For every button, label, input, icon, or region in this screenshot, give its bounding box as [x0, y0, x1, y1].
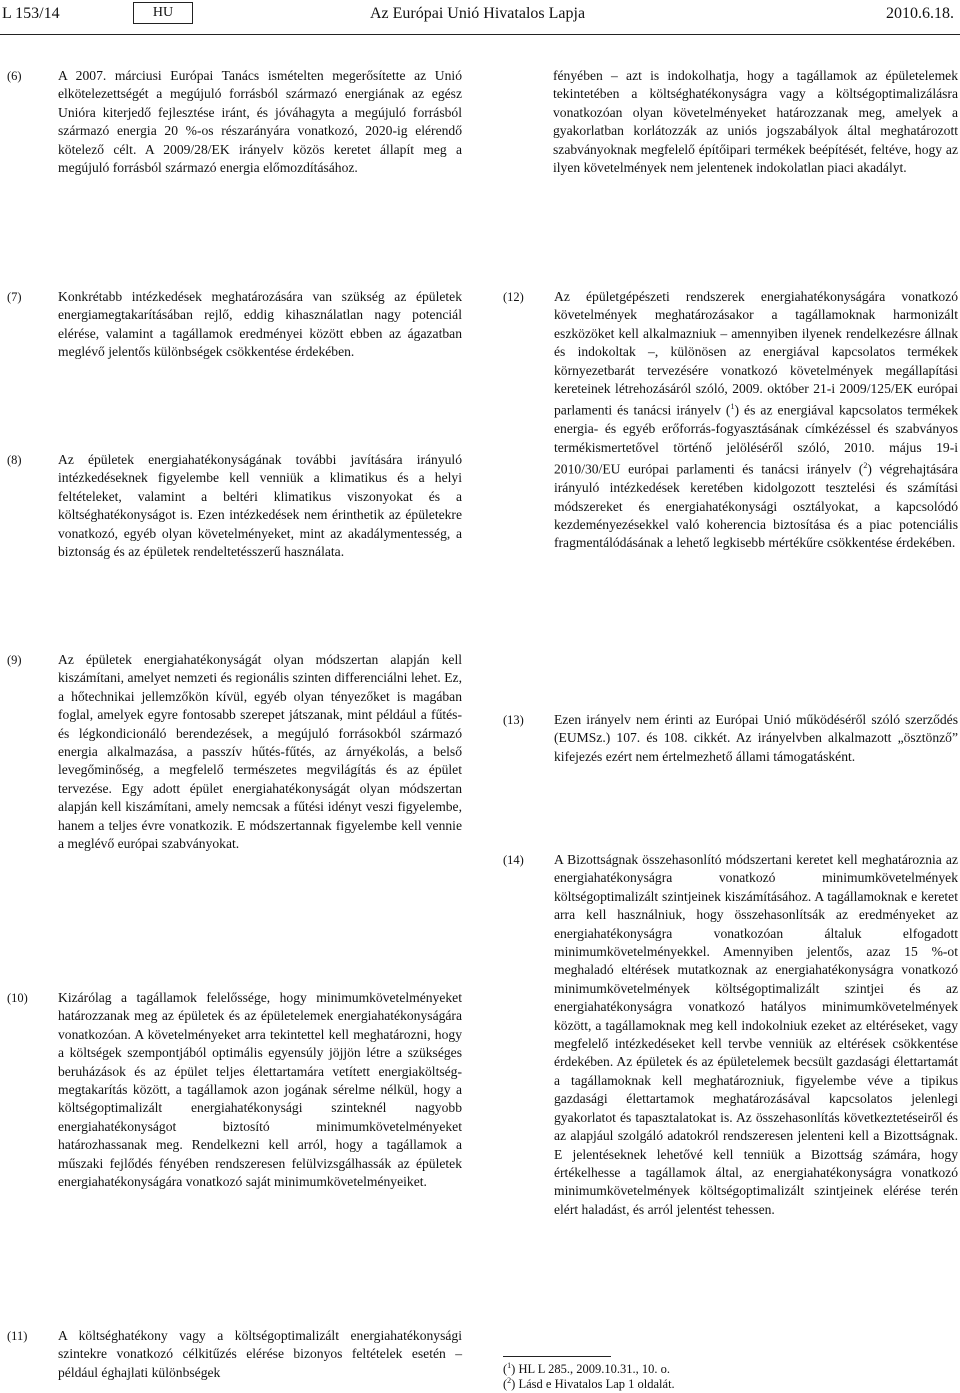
recital-text: Kizárólag a tagállamok felelőssége, hogy minimumkövetelményeket határozzanak meg az épületek és az épületelemek energiahatékonyságára vonatkozóan. A követelményeket arra tekintettel kell meghatározni, hogy a költségek szempontjából optimális egyensúly jöjjön létre a szükséges beruházások és az épület teljes élettartamára vetített energiaköltség-megtakarítás között, a tagállamok azon jogának sérelme nélkül, hogy a költségoptimalizált energiahatékonysági szinteknél nagyobb energiahatékonyságot biztosító minimumkövetelményeket határozhassanak meg. Rendelkezni kell arról, hogy a tagállamok a műszaki fejlődés fényében rendszeresen felülvizsgálhassák az épületek energiahatékonyságára vonatkozó saját minimumkövetelményeiket. — [58, 990, 462, 1190]
recital-number: (11) — [7, 1329, 28, 1343]
recital-text: Ezen irányelv nem érinti az Európai Unió működéséről szóló szerződés (EUMSz.) 107. és 108. cikkét. Az irányelvben alkalmazott „ösztönző” kifejezés ezért nem értelmezhető állami támogatásként. — [554, 712, 958, 764]
footnote-text: Lásd e Hivatalos Lap 1 oldalát. — [518, 1377, 675, 1392]
recital-text: Az épületek energiahatékonyságát olyan módszertan alapján kell kiszámítani, amelyet nemzeti és regionális szinten differenciálni lehet. Ez, a hőtechnikai jellemzőkön kívül, egyéb olyan tényezőket is magában foglal, amelyek egyre fontosabb szerepet játszanak, mint például a fűtés- és légkondicionáló berendezések, a megújuló forrásokból származó energia alkalmazása, a passzív hűtés-fűtés, az árnyékolás, a belső levegőminőség, a megfelelő természetes megvilágítás és az épület tervezése. Egy adott épület energiahatékonyságát olyan módszertan alapján kell kiszámítani, amely nemcsak a fűtési idényt veszi figyelembe, hanem a teljes évre vonatkozik. E módszertannak figyelembe kell vennie a meglévő európai szabványokat. — [58, 652, 462, 852]
recital-text: Az épületek energiahatékonyságának további javítására irányuló intézkedéseknek figyelembe kell venniük a klimatikus és a helyi feltételeket, valamint a beltéri klimatikus viszonyokat és a költséghatékonyságot is. Ezen intézkedések nem érinthetik az épületekre vonatkozó, egyéb olyan követelményeket, mint az akadálymentesség, a biztonság és az épületek rendeltetésszerű használata. — [58, 452, 462, 560]
header-rule — [0, 34, 960, 35]
recital-text-part: Az épületgépészeti rendszerek energiahatékonyságára vonatkozó követelmények meghatározásakor a tagállamoknak harmonizált eszközöket kell alkalmazniuk – amennyiben ilyenek rendelkezésre állnak és indokoltak –, különösen az energiával kapcsolatos termékek környezetbarát tervezésére vonatkozó követelmények megállapítási kereteinek létrehozásáról szóló, 2009. október 21-i 2009/125/EK európai parlamenti és tanácsi irányelv ( — [554, 289, 958, 418]
recital-text: A 2007. márciusi Európai Tanács ismételten megerősítette az Unió elkötelezettségét a megújuló forrásból származó energiának az egész Unióra kiterjedő fejlesztése iránt, és jóváhagyta a megújuló forrásból származó energia 20 %-os részarányára vonatkozó, 2020-ig elérendő kötelező célt. A 2009/28/EK irányelv közös keretet állapít meg a megújuló forrásból származó energia előmozdításához. — [58, 68, 462, 176]
footnote-ref-1[interactable]: 1 — [730, 402, 735, 412]
recital-number: (8) — [7, 453, 22, 467]
footnote-text: HL L 285., 2009.10.31., 10. o. — [518, 1362, 670, 1377]
language-code-box: HU — [133, 2, 193, 24]
recital-number: (12) — [503, 290, 524, 304]
recital-text: A költséghatékony vagy a költségoptimalizált energiahatékonysági szintekre vonatkozó célkitűzés elérése bizonyos feltételek esetén – például éghajlati különbségek — [58, 1328, 462, 1380]
recital-number: (6) — [7, 69, 22, 83]
recital-number: (9) — [7, 653, 22, 667]
page-label: L 153/14 — [2, 5, 60, 22]
continued-recital — [553, 67, 958, 177]
recital-number: (7) — [7, 290, 22, 304]
recital-number: (13) — [503, 713, 524, 727]
recital-number: (14) — [503, 853, 524, 867]
footnote-2: ($^2$) Lásd e Hivatalos Lap 1 oldalát. — [503, 1376, 675, 1392]
footnote-ref-2[interactable]: 2 — [863, 461, 868, 471]
recital-text: A Bizottságnak összehasonlító módszertani keretet kell meghatároznia az energiahatékonyságra vonatkozó minimumkövetelmények költségoptimalizált szintjeinek kiszámításához. A tagállamoknak e keretet arra kell használniuk, hogy összehasonlítsák az eredményeket az energiahatékonyságra vonatkozóan általuk elfogadott minimumkövetelményekkel. Amennyiben jelentős, azaz 15 %-ot meghaladó eltérések mutatkoznak az energiahatékonyságra vonatkozó minimumkövetelmények költségoptimalizált szintjei és az energiahatékonyságra vonatkozó hatályos minimumkövetelmények között, a tagállamoknak meg kell indokolniuk ezeket az eltéréseket, vagy megfelelő intézkedéseket kell tervbe venniük az eltérések csökkentése érdekében. Az épületek és az épületelemek becsült gazdasági élettartamát a tagállamoknak kell meghatározniuk, figyelembe véve a tipikus gazdasági élettartamok meghatározásával kapcsolatos jelenlegi gyakorlatot és tapasztalatokat is. Az összehasonlítás következtetéseiről és az alapjául szolgáló adatokról rendszeresen jelenteni kell a Bizottságnak. E jelentéseknek lehetővé kell tenniük a Bizottság számára, hogy értékelhesse a tagállamok által, az energiahatékonyságra vonatkozó minimumkövetelmények költségoptimalizált szintjeinek elérése terén elért haladást, és arról jelentést tehessen. — [554, 852, 958, 1217]
recital-text: Konkrétabb intézkedések meghatározására van szükség az épületek energiamegtakarításában rejlő, eddig kihasználatlan nagy potenciál elérése, valamint a tagállamok eredményei között ebben az ágazatban meglévő jelentős különbségek csökkentése érdekében. — [58, 289, 462, 360]
recital-text-part: ) végrehajtására irányuló intézkedések keretében kidolgozott tesztelési és számítási módszereket és energiahatékonysági osztályokat, a kapcsolódó kezdeményezésekkel való koherencia biztosítása és a piac potenciális fragmentálódásának a lehető legkisebb mértékűre csökkentése érdekében. — [554, 461, 958, 551]
footnote-rule — [503, 1356, 611, 1357]
page-header — [0, 0, 960, 34]
recital-text-part: ) és az energiával kapcsolatos termékek energia- és egyéb erőforrás-fogyasztásának címkézéssel és szabványos termékismertetővel történő jelöléséről szóló, 2010. május 19-i 2010/30/EU európai parlamenti és tanácsi irányelv ( — [554, 402, 958, 477]
recital-number: (10) — [7, 991, 28, 1005]
footnote-mark: 1 — [507, 1361, 512, 1370]
footnote-mark: 2 — [507, 1376, 512, 1385]
publication-date: 2010.6.18. — [886, 5, 954, 22]
journal-title: Az Európai Unió Hivatalos Lapja — [370, 5, 586, 22]
footnote-1: ($^1$) HL L 285., 2009.10.31., 10. o. — [503, 1361, 670, 1377]
recital-text — [554, 288, 958, 553]
continued-text: fényében – azt is indokolhatja, hogy a tagállamok az épületelemek tekintetében a költséghatékonyságra vagy a költségoptimalizálásra vonatkozóan olyan követelményeket határozzanak meg, amelyek a gyakorlatban korlátozzák az uniós jogszabályok által meghatározott szabványoknak megfelelő építőipari termékek beépítését, feltéve, hogy az ilyen követelmények nem jelentenek indokolatlan piaci akadályt. — [553, 68, 958, 176]
